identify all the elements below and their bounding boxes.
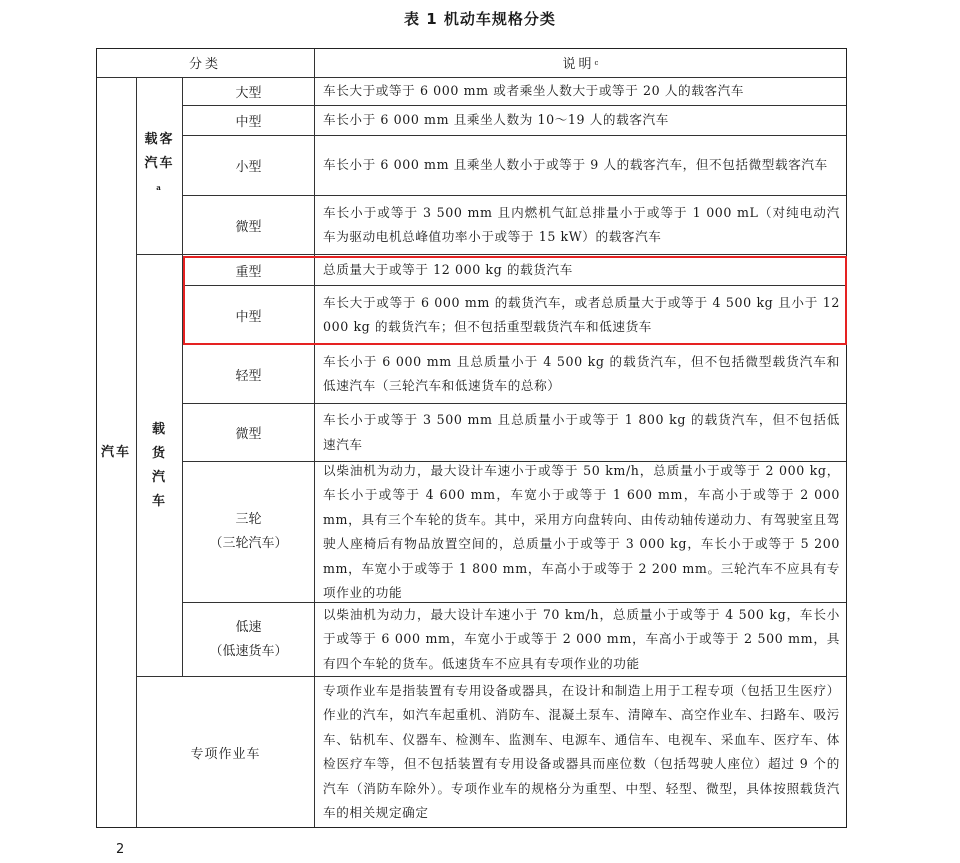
header-description: 说明 c bbox=[315, 48, 847, 78]
cargo-desc-light: 车长小于 6 000 mm 且总质量小于 4 500 kg 的载货汽车，但不包括微型载货汽车和低速汽车（三轮汽车和低速货车的总称） bbox=[315, 345, 847, 404]
category-special: 专项作业车 bbox=[137, 677, 315, 828]
cargo-type-three-wheel: 三轮 （三轮汽车） bbox=[183, 462, 315, 603]
passenger-desc-mini: 车长小于或等于 3 500 mm 且内燃机气缸总排量小于或等于 1 000 mL（对纯电动汽车为驱动电机总峰值功率小于或等于 15 kW）的载客汽车 bbox=[315, 196, 847, 255]
passenger-type-medium: 中型 bbox=[183, 106, 315, 136]
cargo-type-medium: 中型 bbox=[183, 286, 315, 345]
special-desc: 专项作业车是指装置有专用设备或器具，在设计和制造上用于工程专项（包括卫生医疗）作业的汽车，如汽车起重机、消防车、混凝土泵车、清障车、高空作业车、扫路车、吸污车、钻机车、仪器车、检测车、监测车、电源车、通信车、电视车、采血车、医疗车、体检医疗车等，但不包括装置有专用设备或器具而座位数（包括驾驶人座位）超过 9 个的汽车（消防车除外）。专项作业车的规格分为重型、中型、轻型、微型，具体按照载货汽车的相关规定确定 bbox=[315, 677, 847, 828]
cargo-type-mini: 微型 bbox=[183, 404, 315, 462]
vehicle-classification-table bbox=[96, 48, 847, 828]
passenger-desc-small: 车长小于 6 000 mm 且乘坐人数小于或等于 9 人的载客汽车，但不包括微型载客汽车 bbox=[315, 136, 847, 196]
passenger-type-large: 大型 bbox=[183, 78, 315, 106]
category-passenger: 载客汽车$^a$ bbox=[137, 78, 183, 255]
group-automobile: 汽车 bbox=[96, 78, 137, 828]
passenger-type-small: 小型 bbox=[183, 136, 315, 196]
cargo-type-heavy: 重型 bbox=[183, 255, 315, 286]
page-number: 2 bbox=[116, 842, 125, 857]
cargo-desc-mini: 车长小于或等于 3 500 mm 且总质量小于或等于 1 800 kg 的载货汽车，但不包括低速汽车 bbox=[315, 404, 847, 462]
passenger-desc-large: 车长大于或等于 6 000 mm 或者乘坐人数大于或等于 20 人的载客汽车 bbox=[315, 78, 847, 106]
cargo-desc-three-wheel: 以柴油机为动力，最大设计车速小于或等于 50 km/h，总质量小于或等于 2 000 kg，车长小于或等于 4 600 mm，车宽小于或等于 1 600 mm，车高小于或等于 2 000 mm，具有三个车轮的货车。其中，采用方向盘转向、由传动轴传递动力、有驾驶室且驾驶人座椅后有物品放置空间的，总质量小于或等于 3 000 kg，车长小于或等于 5 200 mm，车宽小于或等于 1 800 mm，车高小于或等于 2 200 mm。三轮汽车不应具有专项作业的功能 bbox=[315, 462, 847, 603]
cargo-desc-heavy: 总质量大于或等于 12 000 kg 的载货汽车 bbox=[315, 255, 847, 286]
passenger-type-mini: 微型 bbox=[183, 196, 315, 255]
cargo-desc-low-speed: 以柴油机为动力，最大设计车速小于 70 km/h，总质量小于或等于 4 500 kg，车长小于或等于 6 000 mm，车宽小于或等于 2 000 mm，车高小于或等于 2 500 mm，具有四个车轮的货车。低速货车不应具有专项作业的功能 bbox=[315, 603, 847, 677]
footnote-marker: c bbox=[594, 58, 599, 67]
passenger-desc-medium: 车长小于 6 000 mm 且乘坐人数为 10～19 人的载客汽车 bbox=[315, 106, 847, 136]
table-title: 表 1 机动车规格分类 bbox=[404, 10, 556, 28]
cargo-type-low-speed: 低速 （低速货车） bbox=[183, 603, 315, 677]
cargo-desc-medium: 车长大于或等于 6 000 mm 的载货汽车，或者总质量大于或等于 4 500 kg 且小于 12 000 kg 的载货汽车；但不包括重型载货汽车和低速货车 bbox=[315, 286, 847, 345]
category-cargo: 载货汽车 bbox=[137, 255, 183, 677]
cargo-type-light: 轻型 bbox=[183, 345, 315, 404]
header-category: 分类 bbox=[96, 48, 315, 78]
